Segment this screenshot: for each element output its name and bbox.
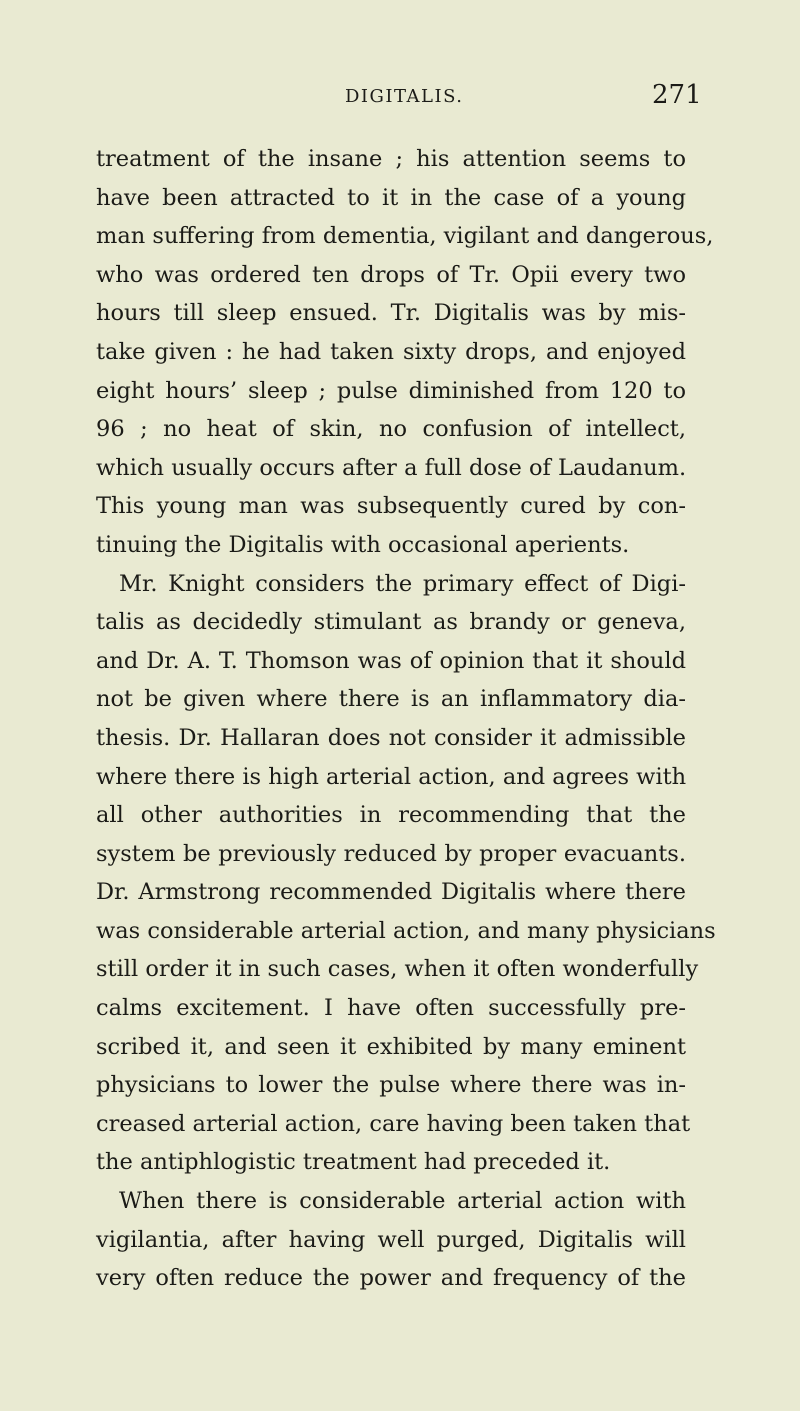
text-line: man suffering from dementia, vigilant and dangerous, [96,223,714,250]
text-line: vigilantia, after having well purged, Digitalis will [96,1226,686,1253]
text-line: who was ordered ten drops of Tr. Opii every two [96,261,686,288]
text-line: and Dr. A. T. Thomson was of opinion that it should [96,647,686,674]
running-head-title: DIGITALIS. [345,86,464,107]
text-line: treatment of the insane ; his attention seems to [96,146,686,172]
text-line: where there is high arterial action, and agrees with [96,763,687,790]
text-line: Dr. Armstrong recommended Digitalis where there [96,879,686,906]
text-line: eight hours’ sleep ; pulse diminished from 120 to [96,377,686,404]
paragraph-first-line: Mr. Knight considers the primary effect of Digi- [119,570,686,597]
text-line: 96 ; no heat of skin, no confusion of intellect, [96,416,686,443]
text-line: still order it in such cases, when it often wonderfully [96,956,699,983]
text-line: physicians to lower the pulse where there was in- [96,1072,686,1099]
paragraph-first-line: When there is considerable arterial action with [119,1188,686,1215]
text-line: very often reduce the power and frequency of the [96,1265,686,1292]
text-line: system be previously reduced by proper evacuants. [96,840,686,867]
text-line: This young man was subsequently cured by con- [96,493,686,520]
text-line: all other authorities in recommending that the [96,802,686,829]
text-line: was considerable arterial action, and many physicians [96,917,716,944]
text-line: not be given where there is an inflammatory dia- [96,686,686,713]
text-line: scribed it, and seen it exhibited by many eminent [96,1033,686,1060]
body-text [96,140,716,1298]
text-line: thesis. Dr. Hallaran does not consider it admissible [96,724,686,751]
text-line: talis as decidedly stimulant as brandy or geneva, [96,609,686,636]
text-line: creased arterial action, care having been taken that [96,1110,691,1137]
page-number: 271 [652,80,702,110]
running-head [0,80,800,116]
text-line: tinuing the Digitalis with occasional aperients. [96,531,630,558]
text-line: which usually occurs after a full dose of Laudanum. [96,454,687,481]
text-line: the antiphlogistic treatment had preceded it. [96,1149,611,1176]
text-line: take given : he had taken sixty drops, and enjoyed [96,338,686,365]
text-line: calms excitement. I have often successfully pre- [96,995,686,1022]
text-line: have been attracted to it in the case of a young [96,184,686,211]
text-line: hours till sleep ensued. Tr. Digitalis was by mis- [96,300,686,327]
